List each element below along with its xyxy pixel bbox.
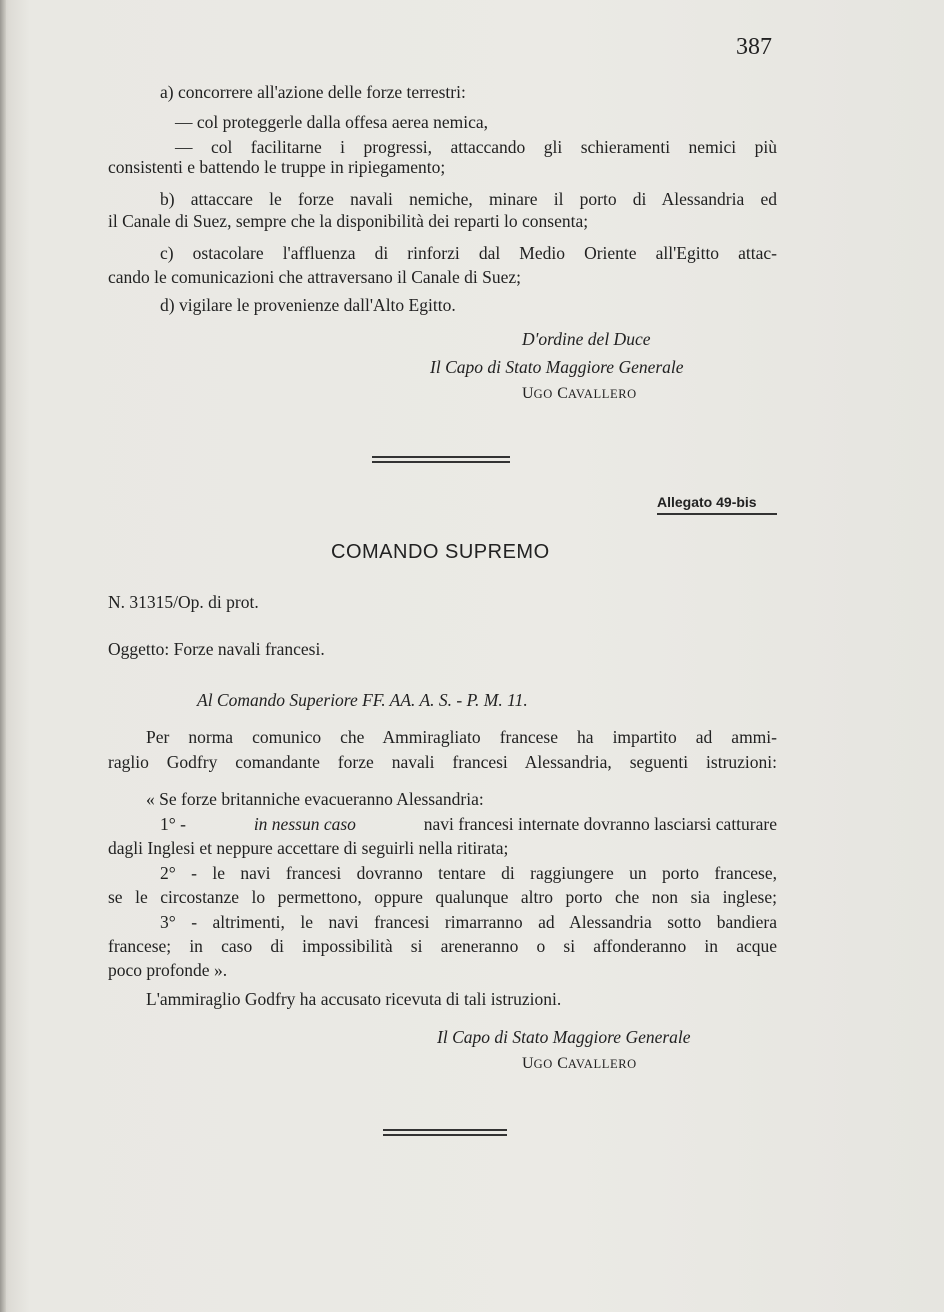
instruction-1-rest: navi francesi internate dovranno lasciarsi catturare — [423, 814, 777, 834]
divider-rule-2a — [383, 1129, 507, 1131]
instruction-3-line3: poco profonde ». — [108, 960, 228, 980]
item-b-line2: il Canale di Suez, sempre che la disponibilità dei reparti lo consenta; — [108, 211, 589, 231]
signature1-name: UGO CAVALLERO — [522, 385, 637, 402]
addressee: Al Comando Superiore FF. AA. A. S. - P. M. 11. — [197, 690, 528, 710]
signature1-role: Il Capo di Stato Maggiore Generale — [430, 357, 684, 377]
page-number: 387 — [736, 34, 772, 60]
document-heading: COMANDO SUPREMO — [331, 541, 550, 563]
item-a-dash2-line2: consistenti e battendo le truppe in ripiegamento; — [108, 157, 446, 177]
instruction-1-line1 — [160, 812, 777, 836]
acknowledgement: L'ammiraglio Godfry ha accusato ricevuta di tali istruzioni. — [146, 989, 562, 1009]
item-a-dash1: — col proteggerle dalla offesa aerea nemica, — [175, 112, 489, 132]
instruction-1-number: 1° - — [160, 814, 186, 834]
protocol-number: N. 31315/Op. di prot. — [108, 592, 259, 612]
signature1-order: D'ordine del Duce — [522, 329, 651, 349]
item-a-dash2-line1: — col facilitarne i progressi, attaccando gli schieramenti nemici più — [175, 137, 777, 157]
subject-line: Oggetto: Forze navali francesi. — [108, 639, 325, 659]
divider-rule-1a — [372, 456, 510, 458]
item-c-line1: c) ostacolare l'affluenza di rinforzi dal Medio Oriente all'Egitto attac- — [160, 243, 777, 263]
instruction-2-line2: se le circostanze lo permettono, oppure qualunque altro porto che non sia inglese; — [108, 887, 777, 907]
signature2-role: Il Capo di Stato Maggiore Generale — [437, 1027, 691, 1047]
annex-label: Allegato 49-bis — [657, 494, 757, 510]
item-a: a) concorrere all'azione delle forze terrestri: — [160, 82, 466, 102]
instruction-3-line2: francese; in caso di impossibilità si areneranno o si affonderanno in acque — [108, 936, 777, 956]
divider-rule-2b — [383, 1134, 507, 1136]
item-d: d) vigilare le provenienze dall'Alto Egitto. — [160, 295, 456, 315]
item-b-line1: b) attaccare le forze navali nemiche, minare il porto di Alessandria ed — [160, 189, 777, 209]
annex-underline — [657, 513, 777, 515]
quote-open: « Se forze britanniche evacueranno Alessandria: — [146, 789, 484, 809]
page-edge-shadow — [0, 0, 6, 1312]
signature2-name: UGO CAVALLERO — [522, 1055, 637, 1072]
item-c-line2: cando le comunicazioni che attraversano il Canale di Suez; — [108, 267, 522, 287]
body-p1-line1: Per norma comunico che Ammiragliato francese ha impartito ad ammi- — [146, 727, 777, 747]
instruction-2-line1: 2° - le navi francesi dovranno tentare di raggiungere un porto francese, — [160, 863, 777, 883]
divider-rule-1b — [372, 461, 510, 463]
instruction-3-line1: 3° - altrimenti, le navi francesi rimarranno ad Alessandria sotto bandiera — [160, 912, 777, 932]
instruction-1-line2: dagli Inglesi et neppure accettare di seguirli nella ritirata; — [108, 838, 509, 858]
body-p1-line2: raglio Godfry comandante forze navali francesi Alessandria, seguenti istruzioni: — [108, 752, 777, 772]
instruction-1-emphasis: in nessun caso — [253, 814, 356, 834]
